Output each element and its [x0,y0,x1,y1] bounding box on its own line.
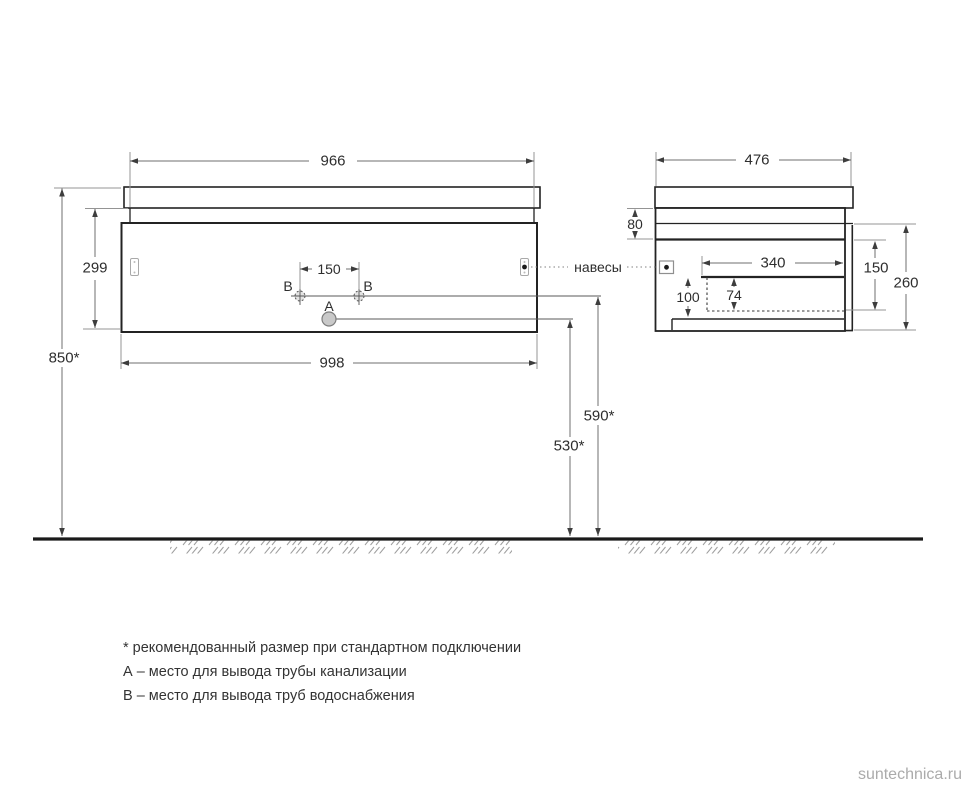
point-b-left-label: В [283,278,293,294]
dim-side-depth [656,152,851,187]
dim-front-mount-height [49,188,121,536]
svg-text:100: 100 [676,289,700,305]
hangers-label: навесы [574,259,622,275]
floor [33,539,923,554]
svg-text:530*: 530* [553,437,585,455]
hinge-right-icon [521,259,529,276]
hanger-point-side [664,265,669,270]
hanger-bracket-icon [660,261,674,274]
floor-hatching-left [170,541,512,554]
svg-text:150: 150 [317,261,341,277]
note-point-a: А – место для вывода трубы канализации [123,664,407,680]
svg-text:74: 74 [726,287,742,303]
dim-front-body-width [121,334,537,372]
watermark: suntechnica.ru [857,766,962,783]
point-a-label: А [324,298,334,314]
note-point-b: В – место для вывода труб водоснабжения [123,688,415,704]
point-b-right-label: В [363,278,373,294]
side-front-strip [845,225,853,331]
svg-text:340: 340 [760,254,786,272]
point-a-icon [322,312,336,326]
hanger-point-front [522,265,527,270]
hinge-left-icon [131,259,139,276]
note-recommended-size: * рекомендованный размер при стандартном подключении [123,640,522,656]
svg-text:80: 80 [627,216,643,232]
front-apron-edges [130,208,534,223]
notes [123,640,521,704]
side-cabinet-body [656,208,846,331]
svg-text:590*: 590* [583,407,615,425]
dim-front-water-outlet-height [584,297,615,536]
front-countertop [124,187,540,208]
svg-text:998: 998 [319,354,345,372]
dim-side-top-gap [627,209,653,240]
dim-front-drain-outlet-height [554,320,585,536]
svg-text:476: 476 [744,151,770,169]
side-view [655,187,853,331]
svg-text:150: 150 [863,259,889,277]
svg-text:299: 299 [82,259,108,277]
floor-hatching-right [618,541,835,554]
hangers-callout [531,259,656,275]
svg-text:260: 260 [893,274,919,292]
svg-text:850*: 850* [48,349,80,367]
dimensions-front [49,152,615,536]
svg-text:966: 966 [320,152,346,170]
side-countertop [655,187,853,208]
